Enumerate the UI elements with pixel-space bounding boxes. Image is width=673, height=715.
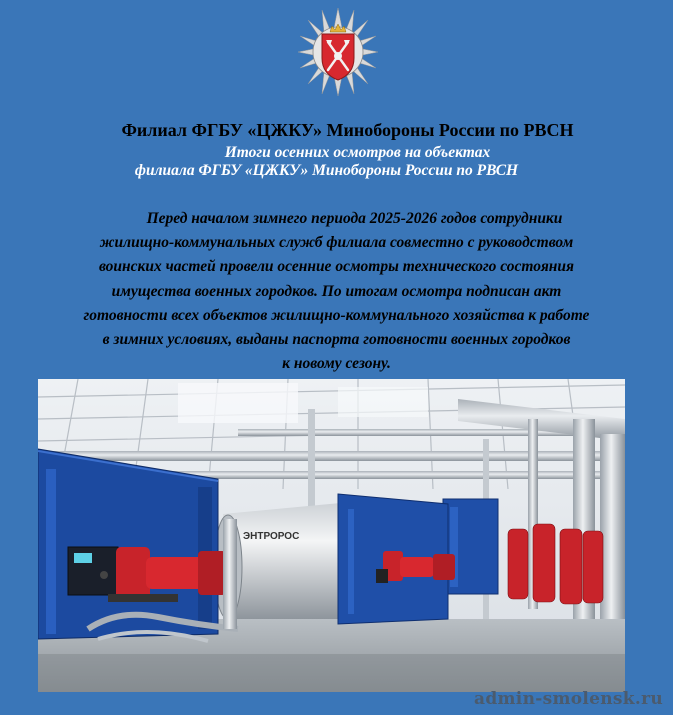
body-line: в зимних условиях, выданы паспорта готовности военных городков: [102, 331, 571, 349]
body-line: к новому сезону.: [282, 355, 391, 373]
body-line: готовности всех объектов жилищно-коммунального хозяйства к работе: [83, 306, 590, 324]
boiler-room-photo: [38, 379, 625, 692]
body-paragraph: [14, 207, 659, 376]
emblem-icon: [296, 6, 380, 98]
body-line: имущества военных городков. По итогам осмотра подписан акт: [111, 282, 562, 300]
subtitle-line-2: филиала ФГБУ «ЦЖКУ» Минобороны России по РВСН: [134, 162, 519, 179]
body-line: воинских частей провели осенние осмотры технического состояния: [98, 258, 575, 276]
body-line: Перед началом зимнего периода 2025-2026 годов сотрудники: [146, 210, 563, 227]
subtitle-line-1: Итоги осенних осмотров на объектах: [224, 144, 491, 161]
org-title: Филиал ФГБУ «ЦЖКУ» Минобороны России по РВСН: [121, 120, 574, 140]
subtitle: [0, 144, 673, 180]
body-line: жилищно-коммунальных служб филиала совместно с руководством: [99, 234, 574, 252]
boiler-label: ЭНТРОРОС: [243, 531, 300, 542]
watermark: admin-smolensk.ru: [474, 689, 663, 709]
